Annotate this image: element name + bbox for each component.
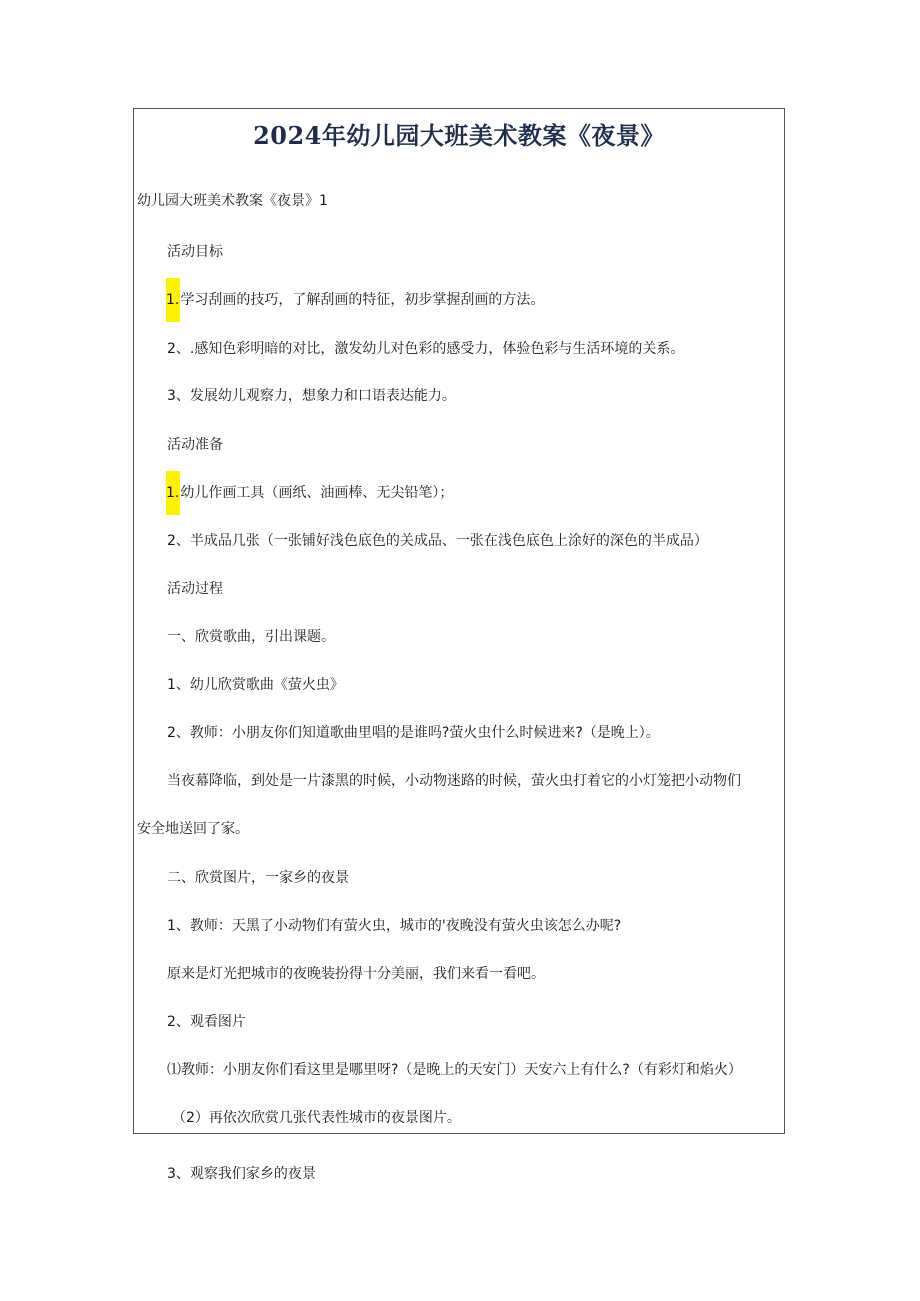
paragraph: 1、幼儿欣赏歌曲《萤火虫》 <box>167 677 344 693</box>
list-item-text: 学习刮画的技巧，了解刮画的特征，初步掌握刮画的方法。 <box>180 292 545 308</box>
document-title: 2024年幼儿园大班美术教案《夜景》 <box>253 121 665 150</box>
paragraph: 原来是灯光把城市的夜晚装扮得十分美丽，我们来看一看吧。 <box>167 966 545 982</box>
paragraph: 当夜幕降临，到处是一片漆黑的时候，小动物迷路的时候，萤火虫打着它的小灯笼把小动物们 <box>167 773 741 789</box>
section-heading: 活动准备 <box>167 437 223 453</box>
list-item-text: 幼儿作画工具（画纸、油画棒、无尖铅笔）； <box>180 485 454 501</box>
highlight-marker: 1. <box>166 471 180 515</box>
document-subtitle: 幼儿园大班美术教案《夜景》1 <box>137 193 328 209</box>
list-item <box>167 483 453 503</box>
paragraph: 1、教师：天黑了小动物们有萤火虫，城市的'夜晚没有萤火虫该怎么办呢? <box>167 918 622 934</box>
paragraph: 3、观察我们家乡的夜景 <box>167 1166 316 1182</box>
paragraph: 一、欣赏歌曲，引出课题。 <box>167 629 335 645</box>
list-item: 2、半成品几张（一张铺好浅色底色的关成品、一张在浅色底色上涂好的深色的半成品） <box>167 533 708 549</box>
paragraph: 2、教师：小朋友你们知道歌曲里唱的是谁吗?萤火虫什么时候进来?（是晚上）。 <box>167 725 660 741</box>
list-item: 3、发展幼儿观察力，想象力和口语表达能力。 <box>167 388 456 404</box>
list-item: 2、.感知色彩明暗的对比，激发幼儿对色彩的感受力，体验色彩与生活环境的关系。 <box>167 341 685 357</box>
highlight-marker: 1. <box>166 278 180 322</box>
paragraph: 安全地送回了家。 <box>137 821 249 837</box>
paragraph: ⑴教师：小朋友你们看这里是哪里呀?（是晚上的天安门）天安六上有什么?（有彩灯和焰火） <box>167 1062 742 1078</box>
paragraph: 2、观看图片 <box>167 1014 246 1030</box>
list-item <box>167 290 544 310</box>
paragraph: 二、欣赏图片，一家乡的夜景 <box>167 870 349 886</box>
section-heading: 活动过程 <box>167 581 223 597</box>
paragraph: （2）再依次欣赏几张代表性城市的夜景图片。 <box>172 1110 461 1126</box>
section-heading: 活动目标 <box>167 244 223 260</box>
